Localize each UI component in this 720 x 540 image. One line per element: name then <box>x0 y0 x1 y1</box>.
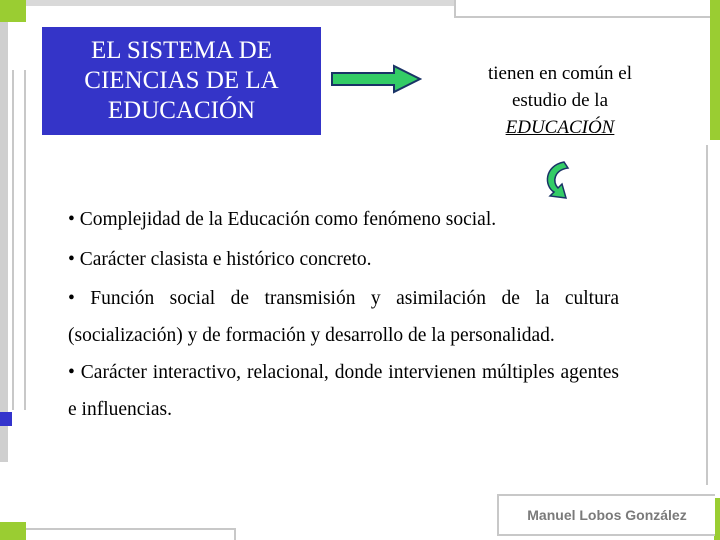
frame-top-gray-bar <box>26 0 456 6</box>
curved-down-arrow-icon <box>540 160 576 202</box>
callout-line-2: estudio de la <box>511 90 609 111</box>
bullet-item-3: • Función social de transmisión y asimilación de la cultura (socialización) y de formación y desarrollo de la personalidad. <box>68 288 619 346</box>
frame-left-blue <box>0 412 12 426</box>
frame-bottom-gray-bar <box>26 528 236 540</box>
callout-text <box>450 60 670 141</box>
title-line-2: CIENCIAS DE LA <box>84 67 279 94</box>
frame-top-right-box <box>454 0 720 18</box>
title-line-1: EL SISTEMA DE <box>90 37 273 64</box>
title-line-3: EDUCACIÓN <box>107 97 256 124</box>
author-box <box>497 494 715 536</box>
title-box <box>42 27 321 135</box>
frame-right-green <box>710 0 720 140</box>
bullet-item-1: • Complejidad de la Educación como fenómeno social. <box>68 209 497 230</box>
frame-top-left-green <box>0 0 26 22</box>
bullet-item-4: • Carácter interactivo, relacional, donde intervienen múltiples agentes e influencias. <box>68 362 619 420</box>
callout-line-1: tienen en común el <box>487 63 633 84</box>
bullet-item-2: • Carácter clasista e histórico concreto. <box>68 249 372 270</box>
frame-bottom-left-green <box>0 522 26 540</box>
callout-emphasis: EDUCACIÓN <box>505 117 615 138</box>
frame-right-gray-line <box>706 145 720 485</box>
frame-left-gray-inner <box>12 70 26 410</box>
bullet-list <box>68 200 619 428</box>
author-name: Manuel Lobos González <box>527 507 687 523</box>
frame-left-gray <box>0 22 8 462</box>
right-arrow-icon <box>330 64 422 94</box>
